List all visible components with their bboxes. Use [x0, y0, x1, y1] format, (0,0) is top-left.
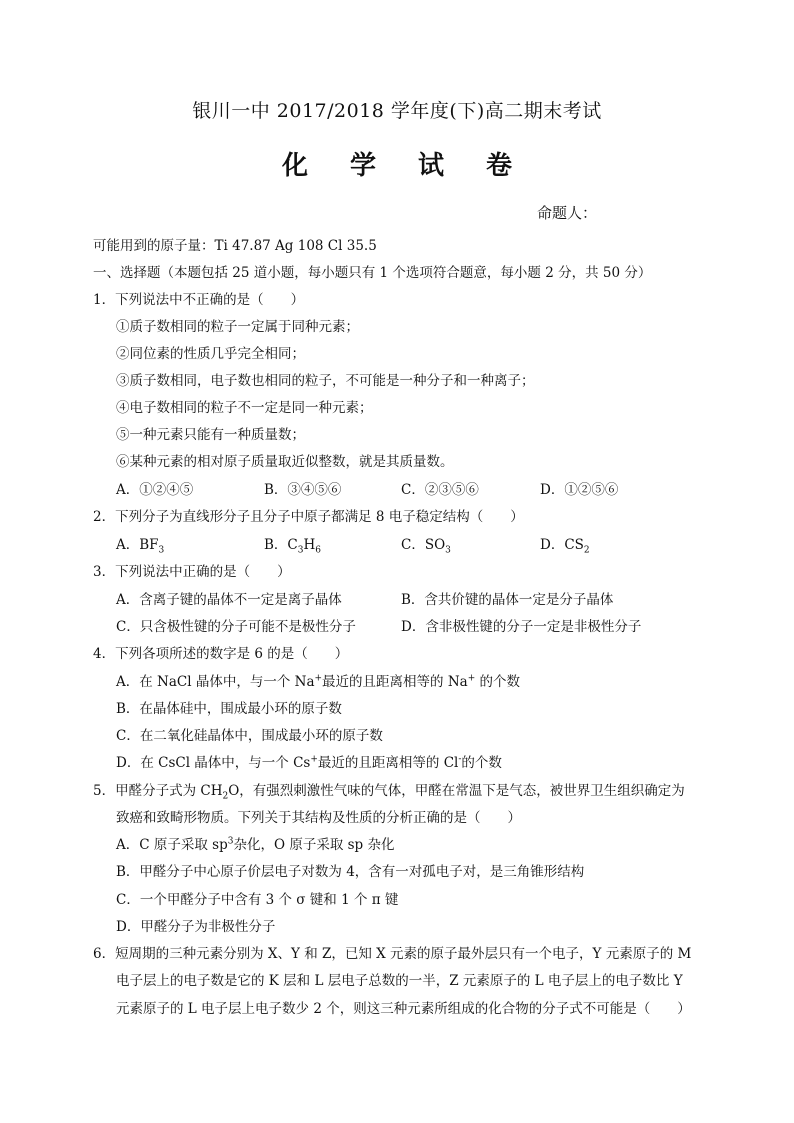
q2-option-d: D．$CS_2$ — [540, 537, 590, 556]
subject-title: 化学试卷 — [281, 151, 554, 181]
q1-statement-3: ③质子数相同，电子数也相同的粒子，不可能是一种分子和一种离子； — [116, 373, 535, 389]
q1-statement-6: ⑥某种元素的相对原子质量取近似整数，就是其质量数。 — [116, 454, 454, 470]
q3-option-b: B．含共价键的晶体一定是分子晶体 — [401, 592, 614, 608]
q1-statement-4: ④电子数相同的粒子不一定是同一种元素； — [116, 400, 373, 416]
q4-option-d: D．在 CsCl 晶体中，与一个 Cs+最近的且距离相等的 Cl-的个数 — [116, 754, 502, 771]
q1-option-d: D．①②⑤⑥ — [540, 482, 619, 498]
q3-stem: 3．下列说法中正确的是（ ） — [93, 564, 291, 580]
q5-stem-line-2: 致癌和致畸形物质。下列关于其结构及性质的分析正确的是（ ） — [116, 810, 521, 826]
q6-stem-line-1: 6．短周期的三种元素分别为 X、Y 和 Z，已知 X 元素的原子最外层只有一个电子，Y 元素原子的 M — [93, 946, 692, 962]
q3-option-d: D．含非极性键的分子一定是非极性分子 — [401, 619, 642, 635]
q4-option-c: C．在二氧化硅晶体中，围成最小环的原子数 — [116, 728, 383, 744]
q4-stem: 4．下列各项所述的数字是 6 的是（ ） — [93, 646, 349, 662]
q5-option-a: A．C 原子采取 $sp^3$杂化，O 原子采取 sp 杂化 — [116, 836, 395, 853]
q2-option-a: A．$BF_3$ — [116, 537, 165, 556]
q2-stem: 2．下列分子为直线形分子且分子中原子都满足 8 电子稳定结构（ ） — [93, 509, 524, 525]
q6-stem-line-3: 元素原子的 L 电子层上电子数少 2 个，则这三种元素所组成的化合物的分子式不可能是（ ） — [116, 1001, 691, 1017]
q1-statement-1: ①质子数相同的粒子一定属于同种元素； — [116, 319, 359, 335]
q2-option-c: C．$SO_3$ — [401, 537, 451, 556]
q1-option-b: B．③④⑤⑥ — [264, 482, 342, 498]
q1-statement-2: ②同位素的性质几乎完全相同； — [116, 346, 305, 362]
q2-option-b: B．$C_3H_6$ — [264, 537, 321, 556]
q1-statement-5: ⑤一种元素只能有一种质量数； — [116, 427, 305, 443]
author-label: 命题人： — [537, 204, 598, 222]
q1-option-c: C．②③⑤⑥ — [401, 482, 479, 498]
q5-option-c: C．一个甲醛分子中含有 3 个 σ 键和 1 个 π 键 — [116, 892, 399, 908]
q5-option-b: B．甲醛分子中心原子价层电子对数为 4，含有一对孤电子对，是三角锥形结构 — [116, 864, 585, 880]
q3-option-a: A．含离子键的晶体不一定是离子晶体 — [116, 592, 342, 608]
q4-option-b: B．在晶体硅中，围成最小环的原子数 — [116, 701, 342, 717]
atomic-masses: 可能用到的原子量：Ti 47.87 Ag 108 Cl 35.5 — [93, 238, 377, 254]
q5-option-d: D．甲醛分子为非极性分子 — [116, 919, 276, 935]
q5-stem-line-1: 5．甲醛分子式为 $CH_2O$，有强烈刺激性气味的气体，甲醛在常温下是气态，被世界卫生组织确定为 — [93, 783, 685, 802]
q4-option-a: A．在 NaCl 晶体中，与一个 Na+最近的且距离相等的 Na+ 的个数 — [116, 673, 521, 690]
section-one-heading: 一、选择题（本题包括 25 道小题，每小题只有 1 个选项符合题意，每小题 2 分，共 50 分） — [93, 265, 652, 281]
q1-stem: 1．下列说法中不正确的是（ ） — [93, 292, 305, 308]
q1-option-a: A．①②④⑤ — [116, 482, 194, 498]
exam-title: 银川一中 2017/2018 学年度(下)高二期末考试 — [192, 100, 602, 122]
q3-option-c: C．只含极性键的分子可能不是极性分子 — [116, 619, 356, 635]
q6-stem-line-2: 电子层上的电子数是它的 K 层和 L 层电子总数的一半，Z 元素原子的 L 电子层上的电子数比 Y — [116, 973, 683, 989]
